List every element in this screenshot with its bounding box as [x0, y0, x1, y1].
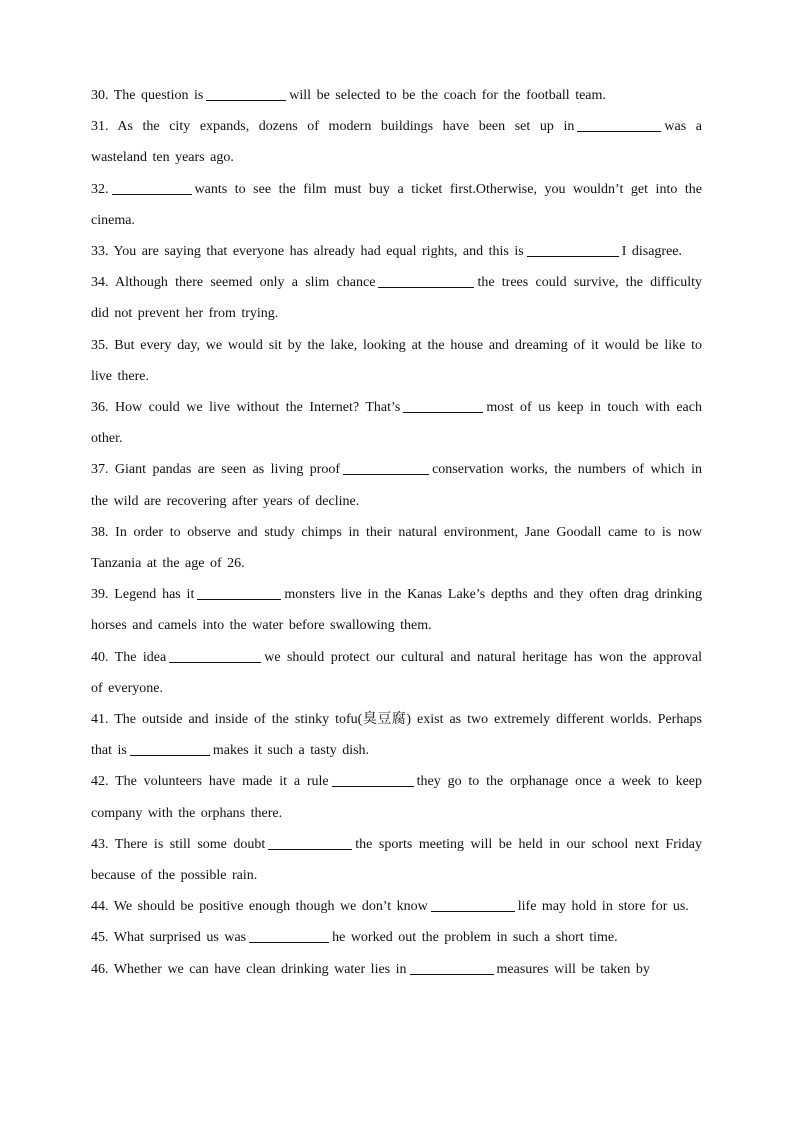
question-text: life may hold in store for us.: [517, 899, 689, 915]
answer-blank[interactable]: [410, 959, 494, 975]
answer-blank[interactable]: [249, 927, 329, 943]
question-text: 31. As the city expands, dozens of modern buildings have been set up in: [91, 119, 575, 135]
question-45: [91, 922, 702, 953]
answer-blank[interactable]: [527, 241, 619, 257]
question-text: 39. Legend has it: [91, 587, 195, 603]
question-text: 33. You are saying that everyone has already had equal rights, and this is: [91, 244, 524, 260]
question-text: the sports meeting will be held in our school next Friday because of the possible rain.: [91, 836, 702, 884]
question-text: 46. Whether we can have clean drinking water lies in: [91, 961, 407, 977]
question-text: wants to see the film must buy a ticket first.Otherwise, you wouldn’t get into the cinema.: [91, 181, 702, 228]
answer-blank[interactable]: [206, 85, 286, 101]
question-44: [91, 891, 702, 922]
question-text: 30. The question is: [91, 88, 204, 103]
question-text: they go to the orphanage once a week to keep company with the orphans there.: [91, 774, 702, 821]
answer-blank[interactable]: [343, 459, 429, 475]
question-text: 44. We should be positive enough though we don’t know: [91, 899, 428, 915]
question-37: [91, 454, 702, 516]
answer-blank[interactable]: [268, 834, 352, 850]
question-31: [91, 111, 702, 173]
answer-blank[interactable]: [577, 116, 661, 132]
question-text: most of us keep in touch with each other.: [91, 400, 702, 447]
answer-blank[interactable]: [169, 647, 261, 663]
question-text: 38. In order to observe and study chimps in their natural environment, Jane Goodall came to is now Tanzania at the age of 26.: [91, 524, 702, 572]
question-38: [91, 517, 702, 579]
question-text: ) exist as two extremely different worlds. Perhaps that is: [91, 712, 702, 759]
question-text: conservation works, the numbers of which in the wild are recovering after years of decline.: [91, 462, 702, 509]
question-text: was a wasteland ten years ago.: [91, 119, 702, 166]
question-text: 32.: [91, 181, 109, 197]
question-30: [91, 80, 702, 111]
answer-blank[interactable]: [431, 896, 515, 912]
question-text: 35. But every day, we would sit by the lake, looking at the house and dreaming of it would be like to live there.: [91, 337, 702, 384]
answer-blank[interactable]: [332, 771, 414, 787]
question-text: monsters live in the Kanas Lake’s depths and they often drag drinking horses and camels into the water before swallowing them.: [91, 587, 703, 634]
question-text: he worked out the problem in such a short time.: [332, 930, 618, 946]
question-41: [91, 704, 702, 766]
question-40: [91, 642, 702, 704]
question-text: measures will be taken by: [496, 961, 650, 977]
question-36: [91, 392, 702, 454]
question-32: [91, 174, 702, 236]
answer-blank[interactable]: [112, 179, 192, 195]
question-text: will be selected to be the coach for the football team.: [289, 88, 606, 103]
question-46: [91, 954, 702, 985]
question-text: I disagree.: [621, 244, 682, 260]
question-text: 42. The volunteers have made it a rule: [91, 774, 329, 790]
answer-blank[interactable]: [378, 272, 474, 288]
question-text: 45. What surprised us was: [91, 930, 247, 946]
answer-blank[interactable]: [130, 740, 210, 756]
question-34: [91, 267, 702, 329]
question-text: we should protect our cultural and natural heritage has won the approval of everyone.: [91, 649, 702, 696]
chinese-term: 臭豆腐: [362, 711, 407, 728]
question-text: 36. How could we live without the Internet? That’s: [91, 400, 401, 416]
question-text: 41. The outside and inside of the stinky tofu(: [91, 712, 363, 728]
question-42: [91, 766, 702, 828]
question-text: 40. The idea: [91, 649, 167, 665]
question-39: [91, 579, 702, 641]
question-text: 34. Although there seemed only a slim chance: [91, 275, 376, 291]
worksheet-page: [91, 80, 702, 985]
answer-blank[interactable]: [197, 584, 281, 600]
question-text: 37. Giant pandas are seen as living proof: [91, 462, 341, 478]
question-35: [91, 330, 702, 392]
answer-blank[interactable]: [403, 397, 483, 413]
question-text: makes it such a tasty dish.: [212, 743, 370, 759]
question-text: 43. There is still some doubt: [91, 836, 266, 852]
question-33: [91, 236, 702, 267]
question-text: the trees could survive, the difficulty did not prevent her from trying.: [91, 275, 703, 322]
question-43: [91, 829, 702, 891]
